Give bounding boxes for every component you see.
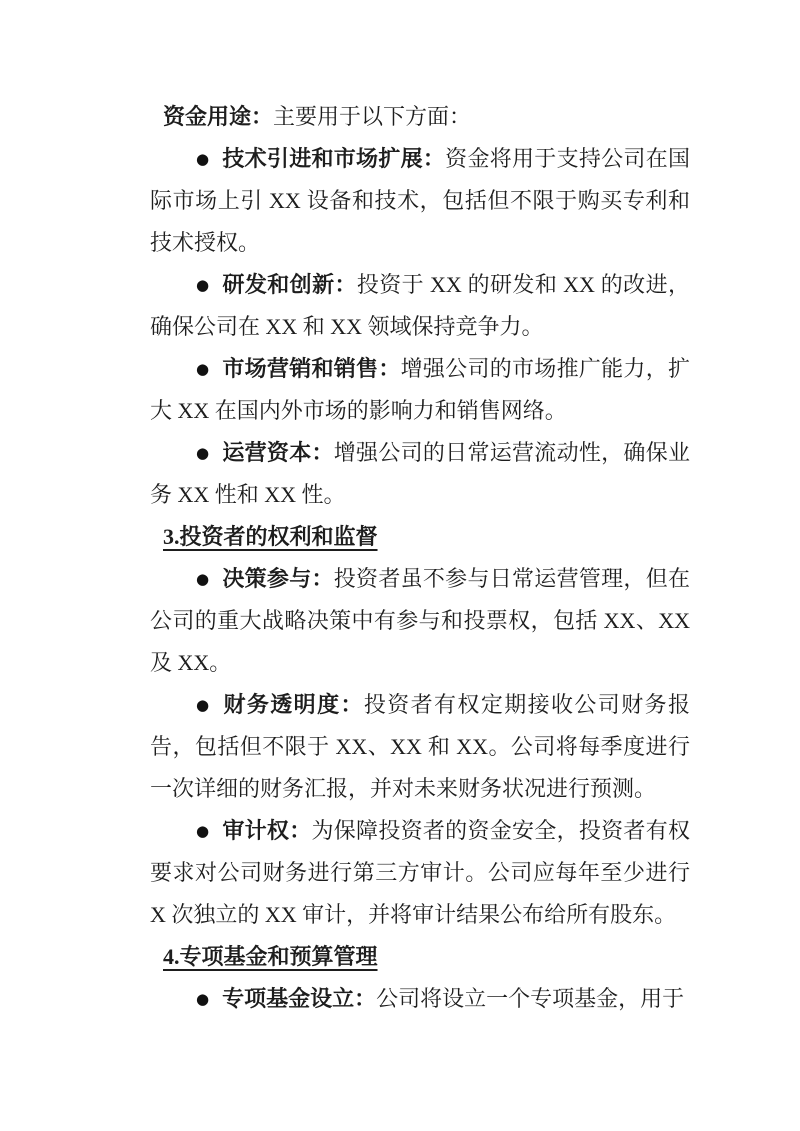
bullet-item-working-capital bbox=[150, 432, 690, 516]
bullet-icon: ● bbox=[196, 444, 210, 462]
bullet-term: 技术引进和市场扩展： bbox=[222, 146, 446, 171]
bullet-icon: ● bbox=[196, 990, 210, 1008]
bullet-term: 财务透明度： bbox=[222, 692, 364, 717]
bullet-icon: ● bbox=[196, 276, 210, 294]
bullet-text: 为保障投资者的资金安全，投资者有权要求对公司财务进行第三方审计。公司应每年至少进行 X 次独立的 XX 审计，并将审计结果公布给所有股东。 bbox=[150, 818, 690, 927]
bullet-icon: ● bbox=[196, 360, 210, 378]
bullet-icon: ● bbox=[196, 696, 210, 714]
intro-lead: 资金用途： bbox=[163, 104, 274, 129]
bullet-term: 决策参与： bbox=[222, 566, 334, 591]
bullet-item-decision-participation bbox=[150, 558, 690, 684]
bullet-icon: ● bbox=[196, 822, 210, 840]
bullet-text: 资金将用于支持公司在国际市场上引 XX 设备和技术，包括但不限于购买专利和技术授权。 bbox=[150, 146, 690, 255]
bullet-term: 审计权： bbox=[222, 818, 312, 843]
bullet-item-special-fund-setup bbox=[150, 978, 690, 1020]
bullet-icon: ● bbox=[196, 570, 210, 588]
intro-paragraph bbox=[150, 96, 690, 138]
bullet-icon: ● bbox=[196, 150, 210, 168]
bullet-item-marketing-sales bbox=[150, 348, 690, 432]
bullet-text: 投资于 XX 的研发和 XX 的改进，确保公司在 XX 和 XX 领域保持竞争力。 bbox=[150, 272, 690, 339]
bullet-text: 投资者虽不参与日常运营管理，但在公司的重大战略决策中有参与和投票权，包括 XX、XX 及 XX。 bbox=[150, 566, 690, 675]
bullet-text: 增强公司的市场推广能力，扩大 XX 在国内外市场的影响力和销售网络。 bbox=[150, 356, 690, 423]
bullet-text: 投资者有权定期接收公司财务报告，包括但不限于 XX、XX 和 XX。公司将每季度进行一次详细的财务汇报，并对未来财务状况进行预测。 bbox=[150, 692, 690, 801]
bullet-item-financial-transparency bbox=[150, 684, 690, 810]
bullet-item-audit-right bbox=[150, 810, 690, 936]
bullet-term: 市场营销和销售： bbox=[222, 356, 401, 381]
bullet-term: 研发和创新： bbox=[222, 272, 357, 297]
section-heading-text: 4.专项基金和预算管理 bbox=[163, 944, 378, 969]
bullet-item-tech-expansion bbox=[150, 138, 690, 264]
bullet-text: 增强公司的日常运营流动性，确保业务 XX 性和 XX 性。 bbox=[150, 440, 690, 507]
bullet-text: 公司将设立一个专项基金，用于 bbox=[376, 986, 685, 1011]
section-heading-special-fund bbox=[150, 936, 690, 978]
section-heading-text: 3.投资者的权利和监督 bbox=[163, 524, 378, 549]
intro-body: 主要用于以下方面： bbox=[273, 104, 472, 129]
bullet-term: 运营资本： bbox=[222, 440, 334, 465]
bullet-item-rnd-innovation bbox=[150, 264, 690, 348]
bullet-term: 专项基金设立： bbox=[222, 986, 377, 1011]
section-heading-investor-rights bbox=[150, 516, 690, 558]
